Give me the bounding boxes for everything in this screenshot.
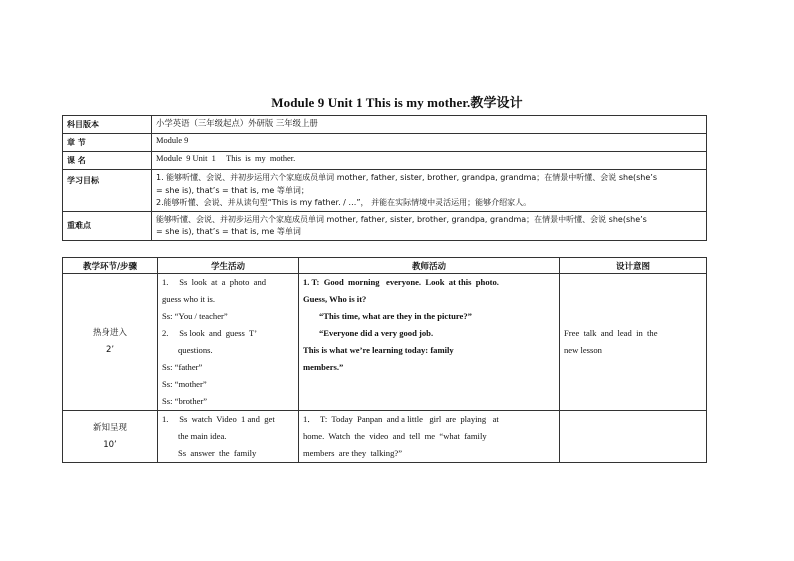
info-key: 重难点 — [63, 211, 152, 240]
student-activity — [158, 411, 299, 463]
plan-header-row — [63, 258, 707, 274]
teacher-line: home. Watch the video and tell me “what family — [303, 431, 487, 441]
teacher-line: Guess, Who is it? — [303, 294, 367, 304]
teacher-line: 1. T: Good morning everyone. Look at this photo. — [303, 277, 499, 287]
step-name: 热身进入 — [92, 328, 127, 338]
key-point-line: = she is), that’s = that is, me 等单词 — [156, 227, 301, 236]
intent-line: new lesson — [564, 345, 602, 355]
intent-line: Free talk and lead in the — [564, 328, 658, 338]
design-intent — [560, 274, 707, 411]
student-line: the main idea. — [178, 431, 227, 441]
step-cell — [63, 411, 158, 463]
student-line: questions. — [178, 345, 213, 355]
teacher-line: members.” — [303, 362, 344, 372]
info-row-key-points — [63, 211, 707, 240]
teacher-line: “Everyone did a very good job. — [319, 328, 434, 338]
objective-line: 2.能够听懂、会说、并从读句型“This is my father. / …”， 并能在实际情境中灵活运用；能够介绍家人。 — [156, 198, 532, 207]
page-title: Module 9 Unit 1 This is my mother.教学设计 — [271, 95, 523, 110]
info-key: 课 名 — [63, 152, 152, 170]
info-row-subject — [63, 116, 707, 134]
student-line: Ss answer the family — [178, 448, 257, 458]
info-row-objectives — [63, 170, 707, 212]
student-line: 1. Ss look at a photo and — [162, 277, 267, 287]
student-line: Ss: “mother” — [162, 379, 207, 389]
header-teacher: 教师活动 — [299, 258, 560, 274]
info-value — [152, 170, 707, 212]
objective-line: 1. 能够听懂、会说、并初步运用六个家庭成员单词 mother, father, sister, brother, grandpa, grandma；在情景中听懂、会说 she(she’s — [156, 173, 658, 182]
teacher-line: 1． T: Today Panpan and a little girl are playing at — [303, 414, 499, 424]
info-key: 学习目标 — [63, 170, 152, 212]
student-line: guess who it is. — [162, 294, 215, 304]
teacher-line: “This time, what are they in the picture?” — [319, 311, 472, 321]
student-activity — [158, 274, 299, 411]
step-time: 10’ — [103, 439, 117, 450]
step-cell — [63, 274, 158, 411]
info-value: 小学英语（三年级起点）外研版 三年级上册 — [152, 116, 707, 134]
info-value: Module 9 Unit 1 This is my mother. — [152, 152, 707, 170]
student-line: 1. Ss watch Video 1 and get — [162, 414, 275, 424]
header-intent: 设计意图 — [560, 258, 707, 274]
header-step: 教学环节/步骤 — [63, 258, 158, 274]
plan-row-presentation — [63, 411, 707, 463]
info-value: Module 9 — [152, 134, 707, 152]
student-line: 2. Ss look and guess T’ — [162, 328, 258, 338]
design-intent — [560, 411, 707, 463]
header-student: 学生活动 — [158, 258, 299, 274]
student-line: Ss: “brother” — [162, 396, 208, 406]
objective-line: = she is), that’s = that is, me 等单词； — [156, 185, 309, 195]
teacher-activity — [299, 274, 560, 411]
teacher-line: members are they talking?” — [303, 448, 403, 458]
info-row-lesson — [63, 152, 707, 170]
lesson-plan-table — [62, 257, 707, 463]
course-info-table — [62, 115, 707, 241]
info-row-chapter — [63, 134, 707, 152]
plan-row-warmup — [63, 274, 707, 411]
key-point-line: 能够听懂、会说、并初步运用六个家庭成员单词 mother, father, sister, brother, grandpa, grandma；在情景中听懂、会说 she(she’s — [156, 214, 647, 224]
info-key: 科目版本 — [63, 116, 152, 134]
step-name: 新知呈现 — [92, 422, 127, 433]
teacher-activity — [299, 411, 560, 463]
teacher-line: This is what we’re learning today: family — [303, 345, 454, 355]
step-time: 2’ — [105, 345, 115, 355]
student-line: Ss: “You / teacher” — [162, 311, 228, 321]
info-value — [152, 211, 707, 240]
student-line: Ss: “father” — [162, 362, 203, 372]
info-key: 章 节 — [63, 134, 152, 152]
